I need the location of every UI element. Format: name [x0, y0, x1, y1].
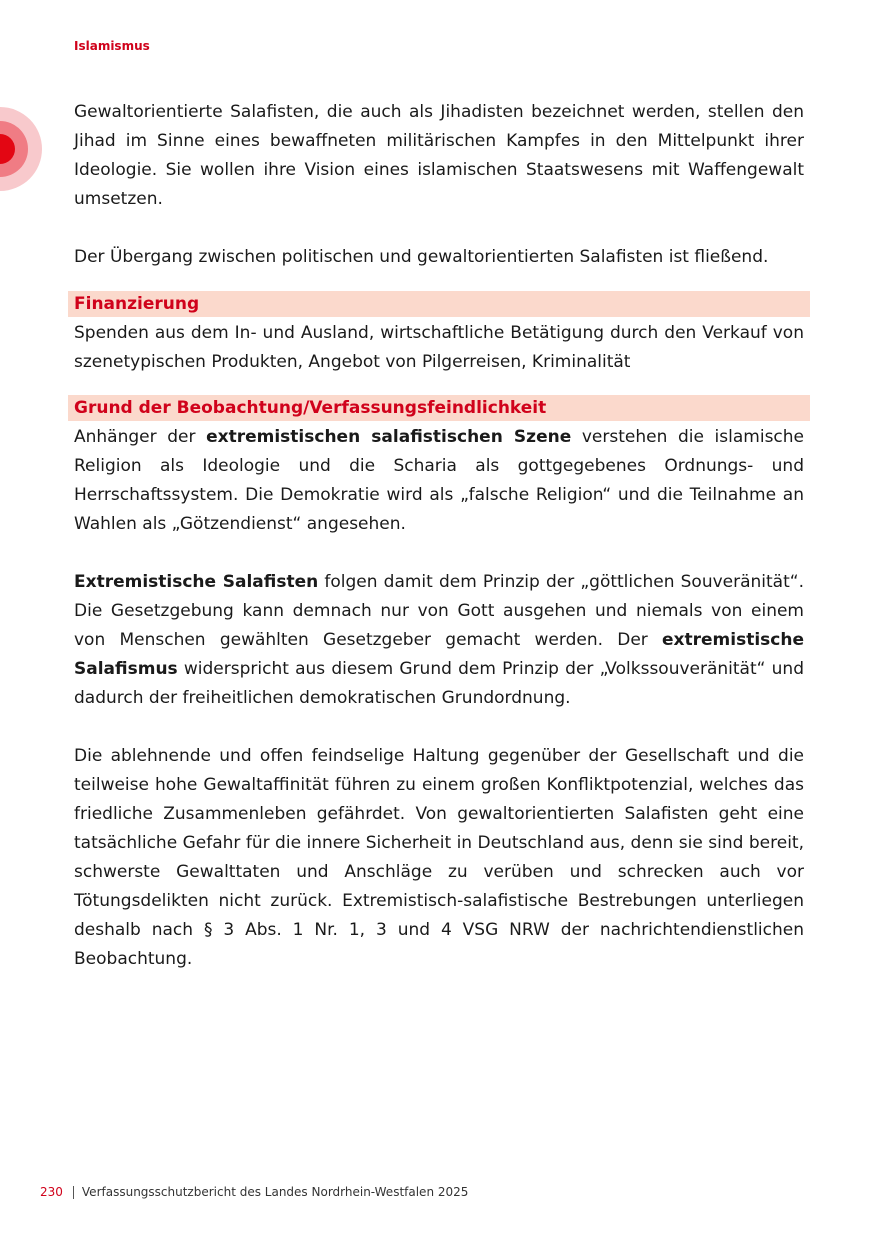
bold-term: extremistischen salafistischen Szene	[206, 427, 572, 447]
bold-term: Extremistische Salafisten	[74, 572, 319, 592]
paragraph-threat: Die ablehnende und offen feindselige Haltung gegenüber der Gesellschaft und die teilweise hohe Gewaltaffinität führen zu einem großen Konfliktpotenzial, welches das friedliche Zusammenleben gefährdet. Von gewaltorientierten Salafisten geht eine tatsächliche Gefahr für die innere Sicherheit in Deutschland aus, denn sie sind bereit, schwerste Gewalttaten und Anschläge zu verüben und schrecken auch vor Tötungsdelikten nicht zurück. Extremistisch-salafistische Bestrebungen unterliegen deshalb nach § 3 Abs. 1 Nr. 1, 3 und 4 VSG NRW der nachrichtendienstlichen Beobachtung.	[74, 746, 804, 969]
page-number: 230	[40, 1185, 63, 1199]
text-run: folgen damit dem Prinzip der „göttlichen Souveränität“. Die Gesetzgebung kann demnach nur von Gott ausgehen und niemals von einem von Menschen gewählten Gesetzgeber gemacht werden. Der	[74, 572, 804, 650]
main-content	[74, 98, 804, 974]
text-run: verstehen die islamische Religion als Ideologie und die Scharia als gottgegebenes Ordnungs- und Herrschaftssystem. Die Demokratie wird als „falsche Religion“ und die Teilnahme an Wahlen als „Götzendienst“ angesehen.	[74, 427, 805, 534]
text-run: Anhänger der	[74, 427, 207, 447]
bold-term: extremistische Salafismus	[74, 630, 804, 679]
paragraph-sovereignty	[74, 568, 804, 713]
publication-title: Verfassungsschutzbericht des Landes Nordrhein-Westfalen 2025	[81, 1185, 469, 1199]
section-marker-icon	[0, 107, 42, 191]
paragraph-violent-salafists: Gewaltorientierte Salafisten, die auch als Jihadisten bezeichnet werden, stellen den Jihad im Sinne eines bewaffneten militärischen Kampfes in den Mittelpunkt ihrer Ideologie. Sie wollen ihre Vision eines islamischen Staatswesens mit Waffengewalt umsetzen.	[74, 102, 804, 209]
heading-reason: Grund der Beobachtung/Verfassungsfeindlichkeit	[68, 395, 810, 421]
paragraph-transition: Der Übergang zwischen politischen und gewaltorientierten Salafisten ist fließend.	[74, 247, 769, 267]
heading-financing: Finanzierung	[68, 291, 810, 317]
paragraph-financing: Spenden aus dem In- und Ausland, wirtschaftliche Betätigung durch den Verkauf von szenetypischen Produkten, Angebot von Pilgerreisen, Kriminalität	[74, 323, 804, 372]
page-footer	[40, 1185, 468, 1199]
text-run: widerspricht aus diesem Grund dem Prinzip der „Volkssouveränität“ und dadurch der freiheitlichen demokratischen Grundordnung.	[74, 659, 804, 708]
footer-divider	[73, 1186, 74, 1199]
paragraph-ideology	[74, 423, 804, 539]
section-tag: Islamismus	[74, 39, 150, 53]
